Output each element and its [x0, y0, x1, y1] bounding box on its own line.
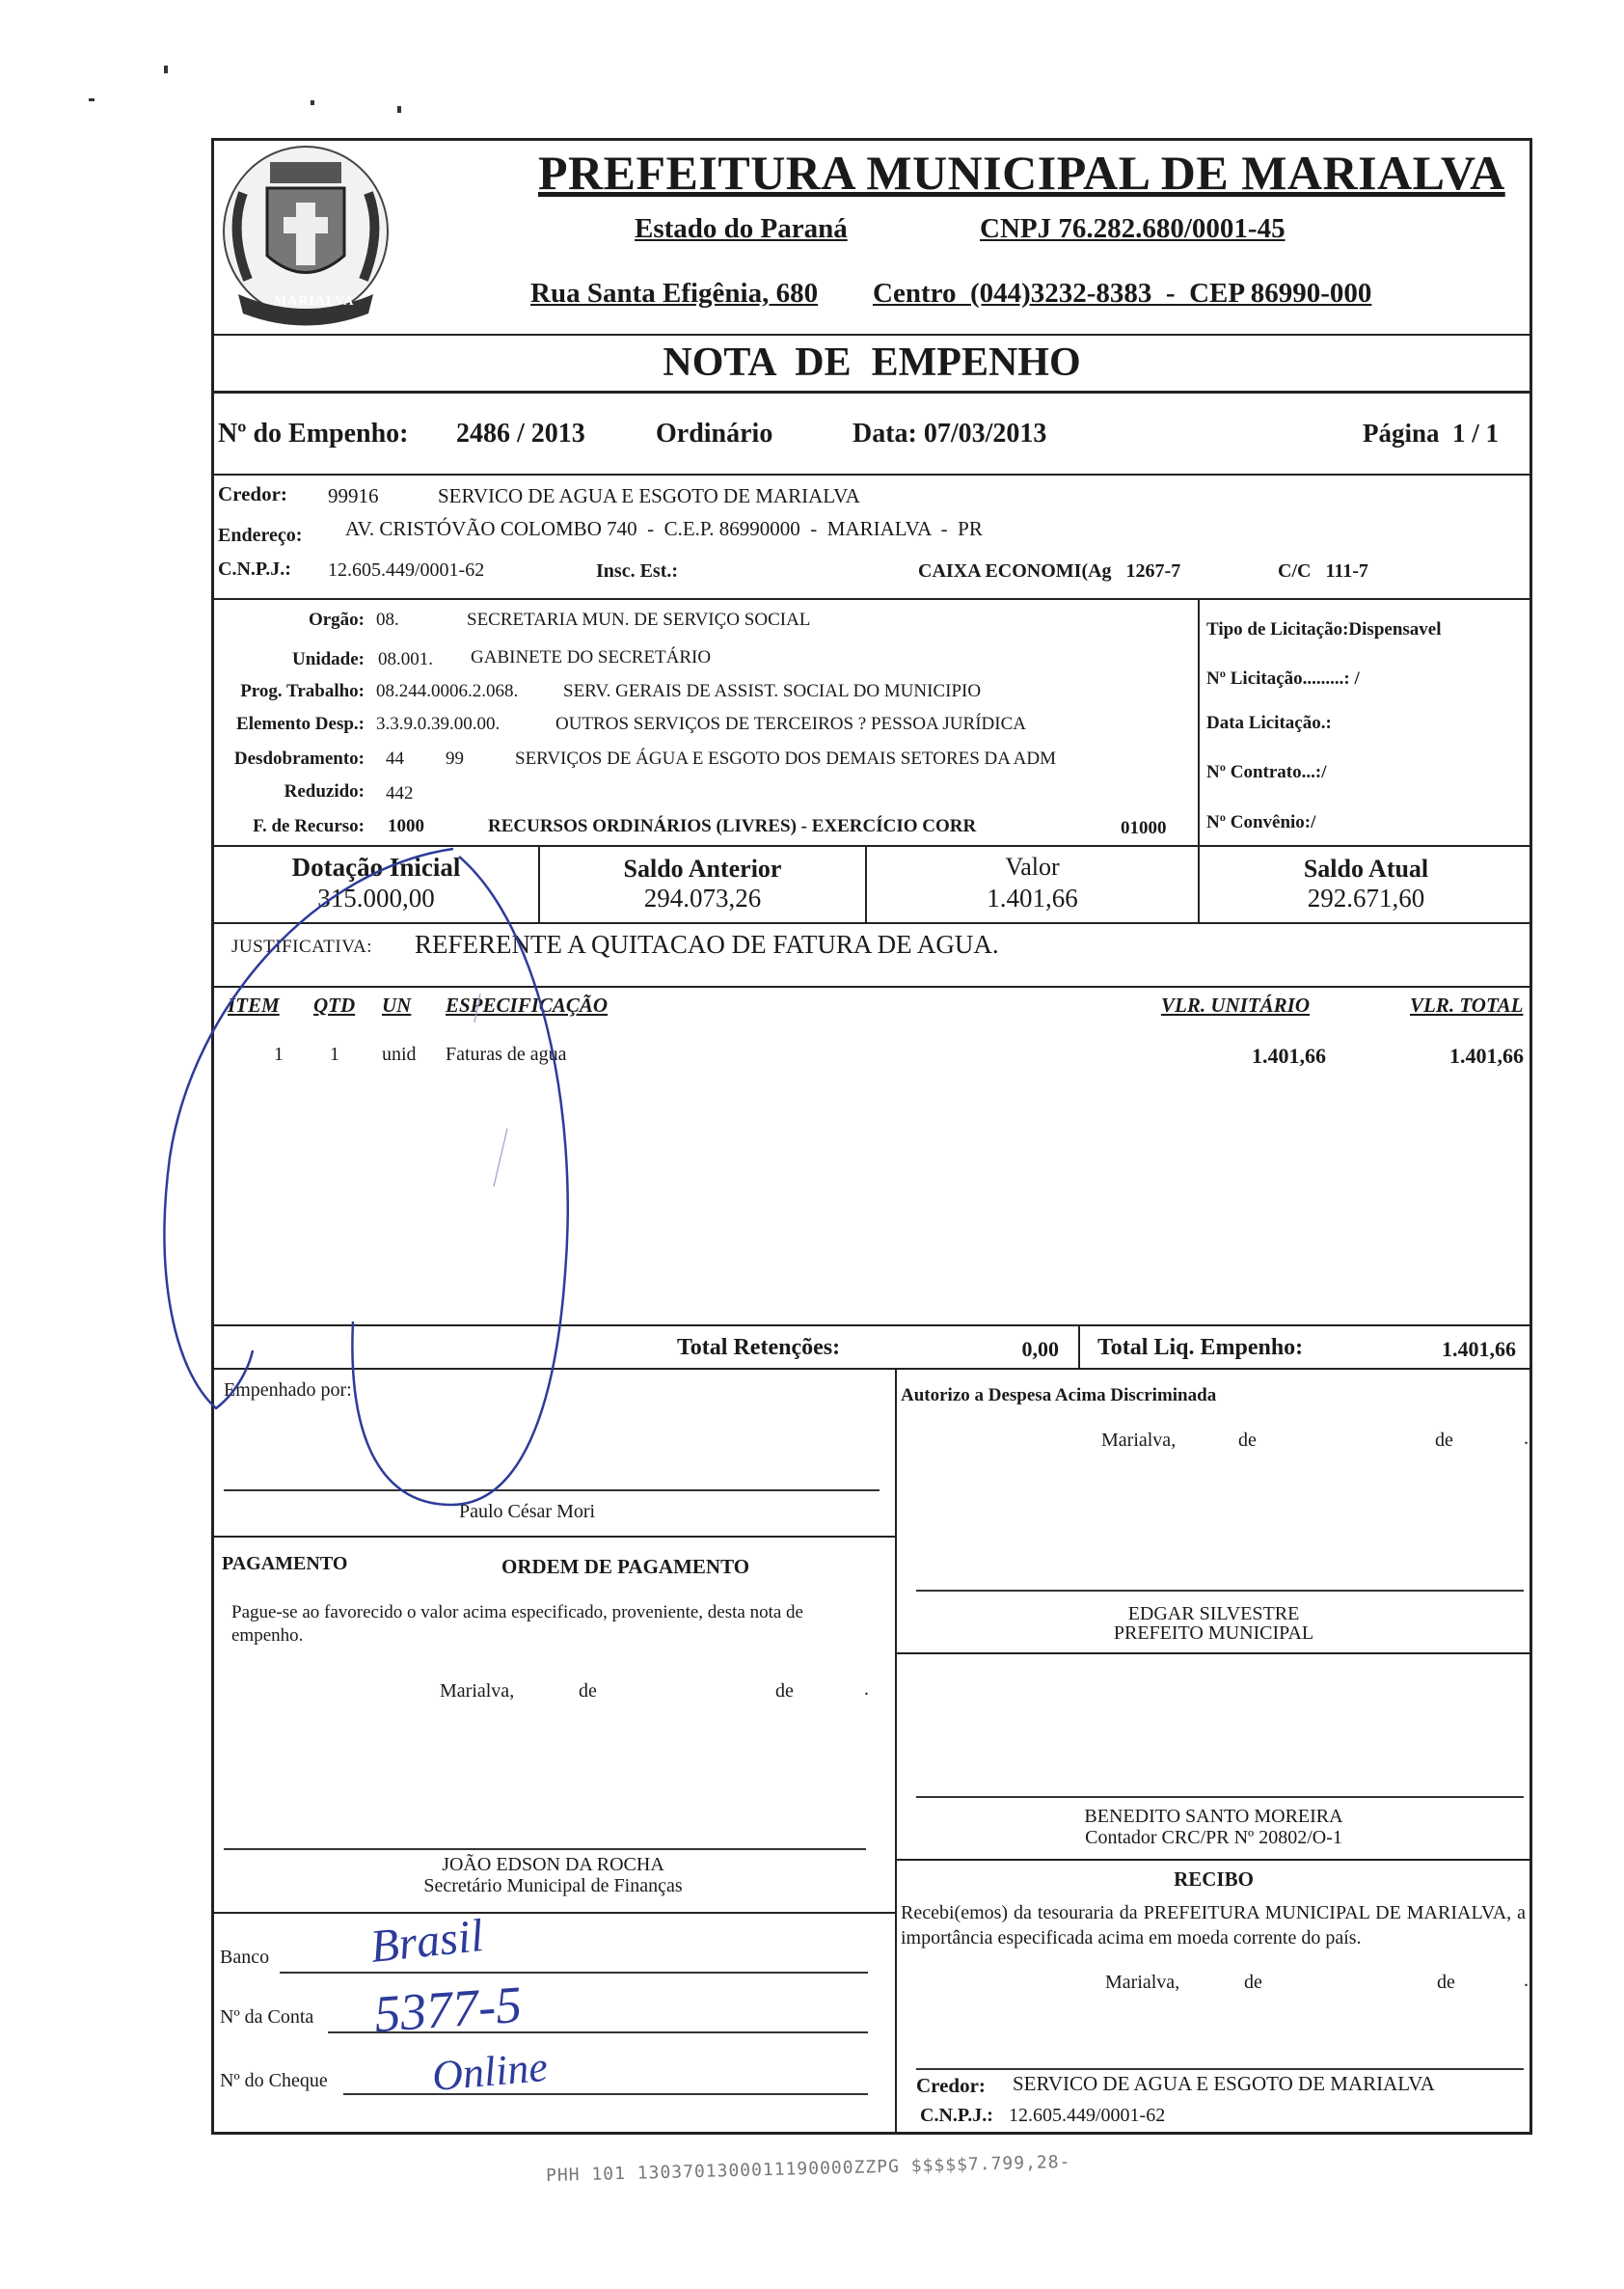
recibo-credor-name: SERVICO DE AGUA E ESGOTO DE MARIALVA [1013, 2072, 1435, 2095]
empenho-number: 2486 / 2013 [456, 419, 585, 449]
divider [211, 334, 1532, 336]
cnpj-label: C.N.P.J.: [218, 559, 291, 580]
divider [211, 1368, 1532, 1370]
empenhado-por-signer: Paulo César Mori [459, 1501, 596, 1522]
empenho-number-label: Nº do Empenho: [218, 419, 409, 449]
signature-line [224, 1848, 866, 1850]
valor-label: Valor [1005, 853, 1060, 881]
desdobramento-code1: 44 [386, 749, 404, 769]
divider [895, 1859, 1532, 1861]
recibo-cnpj-label: C.N.P.J.: [920, 2105, 993, 2126]
data-licitacao: Data Licitação.: [1206, 713, 1332, 733]
total-liq-value: 1.401,66 [1442, 1337, 1516, 1361]
numero-licitacao: Nº Licitação.........: / [1206, 668, 1360, 689]
fonte-recurso-code: 1000 [388, 816, 424, 836]
recibo-cnpj-value: 12.605.449/0001-62 [1009, 2105, 1166, 2126]
autorizo-de2: de [1435, 1430, 1453, 1451]
qtd-column-header: QTD [313, 994, 356, 1017]
desdobramento-code2: 99 [446, 749, 464, 769]
page-number: Página 1 / 1 [1363, 419, 1500, 448]
tipo-licitacao: Tipo de Licitação:Dispensavel [1206, 619, 1442, 640]
ordem-pagamento-label: ORDEM DE PAGAMENTO [501, 1555, 750, 1578]
item-qtd: 1 [330, 1044, 339, 1065]
autorizo-de1: de [1238, 1430, 1257, 1451]
divider [211, 474, 1532, 476]
item-unit-value: 1.401,66 [1252, 1044, 1326, 1068]
contador-name: BENEDITO SANTO MOREIRA [1084, 1806, 1343, 1827]
signature-line [224, 1489, 880, 1491]
divider [211, 986, 1532, 988]
unidade-label: Unidade: [292, 649, 365, 669]
scan-speck [89, 98, 95, 101]
justificativa-label: JUSTIFICATIVA: [231, 937, 373, 957]
item-column-header: ITEM [228, 994, 280, 1017]
pagamento-dot: . [864, 1678, 869, 1700]
reduzido-label: Reduzido: [284, 781, 365, 802]
address-text: Rua Santa Efigênia, 680 [530, 278, 819, 309]
divider [1198, 598, 1200, 845]
endereco-value: AV. CRISTÓVÃO COLOMBO 740 - C.E.P. 86990000 - MARIALVA - PR [345, 517, 983, 540]
reduzido-value: 442 [386, 783, 414, 804]
prefeito-role: PREFEITO MUNICIPAL [1113, 1622, 1314, 1644]
saldo-anterior-label: Saldo Anterior [623, 855, 782, 883]
vlr-total-column-header: VLR. TOTAL [1410, 994, 1524, 1017]
divider [211, 845, 1532, 847]
numero-cheque-label: Nº do Cheque [220, 2070, 328, 2091]
secretario-name: JOÃO EDSON DA ROCHA [442, 1854, 664, 1875]
vlr-unitario-column-header: VLR. UNITÁRIO [1161, 994, 1311, 1017]
divider [211, 922, 1532, 924]
contador-role: Contador CRC/PR Nº 20802/O-1 [1085, 1827, 1342, 1848]
divider [211, 1324, 1532, 1326]
recibo-place: Marialva, [1105, 1972, 1180, 1993]
pagamento-de2: de [775, 1680, 794, 1702]
orgao-name: SECRETARIA MUN. DE SERVIÇO SOCIAL [467, 610, 811, 630]
prog-trabalho-code: 08.244.0006.2.068. [376, 681, 519, 701]
justificativa-text: REFERENTE A QUITACAO DE FATURA DE AGUA. [415, 930, 999, 959]
secretario-role: Secretário Municipal de Finanças [423, 1875, 683, 1896]
pagamento-place: Marialva, [440, 1680, 515, 1702]
valor-value: 1.401,66 [987, 884, 1078, 913]
numero-conta-label: Nº da Conta [220, 2006, 314, 2028]
unidade-name: GABINETE DO SECRETÁRIO [471, 647, 712, 668]
cnpj-value: 12.605.449/0001-62 [328, 559, 485, 581]
credor-code: 99916 [328, 484, 379, 507]
divider [895, 1652, 1532, 1654]
prog-trabalho-label: Prog. Trabalho: [240, 681, 365, 701]
scan-speck [164, 66, 168, 73]
divider [211, 598, 1532, 600]
cheque-handwritten-value: Online [430, 2042, 550, 2101]
numero-contrato: Nº Contrato...:/ [1206, 762, 1327, 782]
conta-handwritten-value: 5377-5 [372, 1975, 524, 2044]
pagamento-label: PAGAMENTO [222, 1553, 348, 1574]
divider [211, 1536, 895, 1538]
empenhado-por-label: Empenhado por: [224, 1379, 352, 1401]
saldo-atual-value: 292.671,60 [1307, 884, 1425, 913]
fonte-recurso-code2: 01000 [1121, 818, 1167, 838]
item-total-value: 1.401,66 [1449, 1044, 1524, 1068]
scan-speck [397, 106, 401, 113]
recibo-text: Recebi(emos) da tesouraria da PREFEITURA MUNICIPAL DE MARIALVA, a importância especificada acima em moeda corrente do país. [901, 1902, 1526, 1948]
document-title: NOTA DE EMPENHO [663, 341, 1081, 385]
insc-est-label: Insc. Est.: [596, 560, 679, 582]
empenho-date: Data: 07/03/2013 [853, 419, 1047, 449]
cnpj-text: CNPJ 76.282.680/0001-45 [980, 213, 1286, 244]
recibo-de1: de [1244, 1972, 1262, 1993]
pagamento-text: Pague-se ao favorecido o valor acima especificado, proveniente, desta nota de empenho. [231, 1602, 803, 1646]
desdobramento-name: SERVIÇOS DE ÁGUA E ESGOTO DOS DEMAIS SETORES DA ADM [515, 749, 1056, 769]
authentication-code: PHH 101 1303701300011190000ZZPG $$$$$7.799,28- [545, 2151, 1071, 2187]
signature-line [916, 2068, 1524, 2070]
scan-speck [311, 100, 314, 105]
fonte-recurso-name: RECURSOS ORDINÁRIOS (LIVRES) - EXERCÍCIO CORR [488, 816, 977, 836]
banco-handwritten-value: Brasil [367, 1910, 486, 1973]
total-retencoes-value: 0,00 [1021, 1337, 1059, 1361]
municipal-seal [214, 135, 397, 333]
item-description: Faturas de agua [446, 1044, 567, 1065]
total-liq-label: Total Liq. Empenho: [1097, 1335, 1304, 1360]
especificacao-column-header: ESPECIFICAÇÃO [446, 994, 609, 1017]
orgao-code: 08. [376, 610, 399, 630]
fonte-recurso-label: F. de Recurso: [253, 816, 365, 836]
autorizo-dot: . [1524, 1428, 1529, 1449]
recibo-dot: . [1524, 1970, 1529, 1991]
signature-line [916, 1796, 1524, 1798]
state-text: Estado do Paraná [635, 213, 848, 244]
page-title: PREFEITURA MUNICIPAL DE MARIALVA [538, 146, 1505, 200]
prog-trabalho-name: SERV. GERAIS DE ASSIST. SOCIAL DO MUNICIPIO [563, 681, 982, 701]
elemento-label: Elemento Desp.: [236, 714, 365, 734]
banco-field-line [280, 1972, 868, 1974]
recibo-de2: de [1437, 1972, 1455, 1993]
unidade-code: 08.001. [378, 649, 433, 669]
prefeito-name: EDGAR SILVESTRE [1127, 1603, 1300, 1624]
divider [211, 1912, 895, 1914]
autorizo-label: Autorizo a Despesa Acima Discriminada [901, 1385, 1217, 1405]
address-rest-text: Centro (044)3232-8383 - CEP 86990-000 [873, 278, 1372, 309]
divider [211, 391, 1532, 394]
item-unit: unid [382, 1044, 417, 1065]
signature-line [916, 1590, 1524, 1592]
credor-label: Credor: [218, 482, 287, 505]
banco-label: Banco [220, 1947, 270, 1968]
divider [895, 1368, 897, 2135]
bank-info: CAIXA ECONOMI(Ag 1267-7 [918, 560, 1181, 582]
pagamento-de1: de [579, 1680, 597, 1702]
cc-info: C/C 111-7 [1278, 560, 1368, 582]
total-retencoes-label: Total Retenções: [677, 1335, 841, 1360]
recibo-credor-label: Credor: [916, 2074, 986, 2097]
saldo-atual-label: Saldo Atual [1303, 855, 1429, 883]
saldo-anterior-value: 294.073,26 [643, 884, 762, 913]
numero-convenio: Nº Convênio:/ [1206, 812, 1316, 832]
item-number: 1 [274, 1044, 284, 1065]
orgao-label: Orgão: [308, 610, 365, 630]
endereco-label: Endereço: [218, 525, 303, 546]
cheque-field-line [343, 2093, 868, 2095]
elemento-code: 3.3.9.0.39.00.00. [376, 714, 501, 734]
credor-name: SERVICO DE AGUA E ESGOTO DE MARIALVA [438, 484, 860, 507]
seal-ribbon-text: MARIALVA [274, 294, 355, 309]
autorizo-place: Marialva, [1101, 1430, 1177, 1451]
desdobramento-label: Desdobramento: [233, 749, 365, 769]
divider [1078, 1324, 1080, 1368]
un-column-header: UN [382, 994, 412, 1017]
dotacao-label: Dotação Inicial [291, 853, 461, 882]
dotacao-value: 315.000,00 [317, 884, 435, 913]
empenho-type: Ordinário [656, 419, 773, 449]
elemento-name: OUTROS SERVIÇOS DE TERCEIROS ? PESSOA JURÍDICA [555, 714, 1026, 734]
recibo-title: RECIBO [1174, 1867, 1254, 1891]
